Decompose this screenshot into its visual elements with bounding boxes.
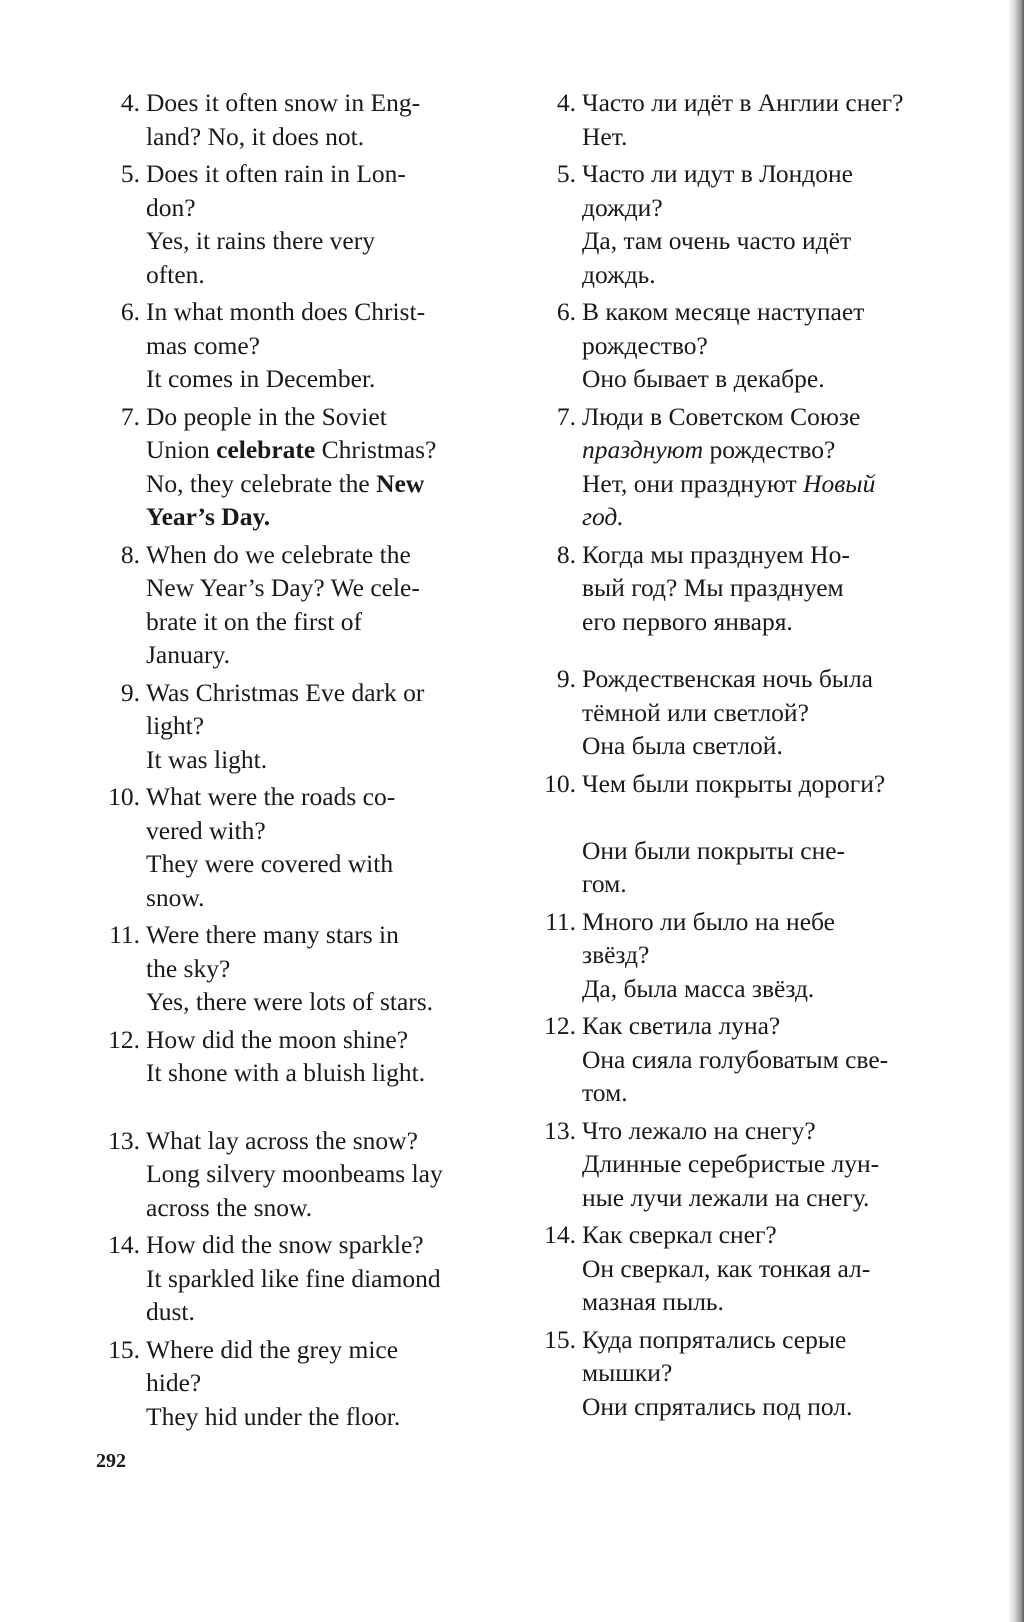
text-line: the sky? <box>146 953 231 983</box>
question-item <box>96 676 484 777</box>
text-line: Long silvery moonbeams lay <box>146 1159 443 1188</box>
text-line: January. <box>146 640 231 669</box>
item-text <box>582 1009 932 1110</box>
item-number: 14. <box>544 1220 576 1249</box>
text-line <box>146 400 484 434</box>
bold-term: Year’s Day. <box>146 502 271 531</box>
text-line: across the snow. <box>146 1192 313 1222</box>
text-line: гом. <box>582 869 627 898</box>
item-number: 9. <box>556 664 576 693</box>
item-number: 4. <box>556 88 576 117</box>
text-line: вый год? Мы празднуем <box>582 573 844 602</box>
text-line <box>582 467 932 501</box>
text-line: It was light. <box>146 744 268 774</box>
item-text <box>582 538 932 639</box>
text-line: Оно бывает в декабре. <box>582 364 825 393</box>
question-item <box>96 1124 484 1225</box>
text-line: В каком месяце наступает <box>582 297 865 326</box>
text-line: Как светила луна? <box>582 1011 781 1040</box>
text-line: звёзд? <box>582 940 650 969</box>
item-text <box>146 1333 484 1434</box>
text-line: What lay across the snow? <box>146 1125 418 1155</box>
text-line: Она сияла голубоватым све- <box>582 1044 889 1074</box>
text-line: brate it on the first of <box>146 606 362 636</box>
question-item <box>96 400 484 534</box>
text-line: Чем были покрыты дороги? <box>582 768 886 798</box>
russian-column <box>536 86 932 1427</box>
page-edge-shadow <box>1008 0 1024 1622</box>
italic-term: Новый <box>803 468 876 498</box>
text-line: Он сверкал, как тонкая ал- <box>582 1253 871 1283</box>
text-line: ные лучи лежали на снегу. <box>582 1182 870 1212</box>
text-line <box>146 467 484 501</box>
item-text <box>146 1124 484 1225</box>
question-item <box>536 295 932 396</box>
item-text <box>582 1114 932 1215</box>
text-line: Много ли было на небе <box>582 906 835 936</box>
item-number: 15. <box>108 1334 140 1364</box>
text-line: Does it often snow in Eng- <box>146 88 421 117</box>
question-item <box>96 918 484 1019</box>
text-line: What were the roads co- <box>146 782 396 811</box>
text-line: тёмной или светлой? <box>582 697 809 727</box>
item-number: 15. <box>544 1324 576 1354</box>
item-text <box>582 86 932 153</box>
text-line: Yes, it rains there very <box>146 226 375 255</box>
text-line: Часто ли идёт в Англии снег? <box>582 88 904 117</box>
english-column <box>96 86 484 1437</box>
text-line: Когда мы празднуем Но- <box>582 539 850 569</box>
item-text <box>146 400 484 534</box>
question-item <box>536 86 932 153</box>
text-line <box>146 433 484 467</box>
text-line: его первого января. <box>582 606 793 636</box>
item-number: 11. <box>109 920 140 949</box>
text-line <box>146 500 484 534</box>
question-item <box>536 905 932 1006</box>
text-line: It comes in December. <box>146 364 376 393</box>
item-text <box>146 780 484 914</box>
text-line: Were there many stars in <box>146 920 399 949</box>
text-line <box>582 433 932 467</box>
text-line <box>582 400 932 434</box>
question-item <box>536 1009 932 1110</box>
text-line: snow. <box>146 882 205 912</box>
text-line: land? No, it does not. <box>146 121 365 151</box>
text-line: They hid under the floor. <box>146 1401 401 1431</box>
text-line <box>582 500 932 534</box>
text-line: How did the moon shine? <box>146 1024 409 1054</box>
text-line: It sparkled like fine diamond <box>146 1263 441 1293</box>
text-fragment: Christmas? <box>315 435 437 464</box>
text-line: мазная пыль. <box>582 1287 724 1316</box>
item-number: 10. <box>108 782 140 811</box>
text-fragment: рождество? <box>703 435 836 464</box>
item-number: 14. <box>108 1230 140 1259</box>
question-item <box>96 1333 484 1434</box>
bold-term: New <box>376 468 425 498</box>
item-text <box>146 157 484 291</box>
text-fragment: Люди в Советском Союзе <box>582 401 861 431</box>
text-line: Она была светлой. <box>582 731 783 760</box>
item-text <box>582 905 932 1006</box>
item-number: 9. <box>120 677 140 707</box>
item-number: 10. <box>544 768 576 798</box>
text-line: mas come? <box>146 330 260 360</box>
item-number: 13. <box>108 1125 140 1155</box>
item-number: 5. <box>556 159 576 188</box>
text-line: often. <box>146 259 205 289</box>
italic-term: празднуют <box>582 435 704 464</box>
item-number: 13. <box>544 1115 576 1145</box>
bold-term: celebrate <box>216 435 316 464</box>
text-line: don? <box>146 192 196 222</box>
question-item <box>536 767 932 901</box>
question-item <box>536 157 932 291</box>
question-item <box>96 538 484 672</box>
item-number: 12. <box>108 1024 140 1054</box>
text-line: How did the snow sparkle? <box>146 1230 424 1259</box>
text-line: Рождественская ночь была <box>582 664 873 693</box>
question-item <box>96 295 484 396</box>
item-text <box>582 767 932 901</box>
text-line: New Year’s Day? We cele- <box>146 573 420 602</box>
text-line: Длинные серебристые лун- <box>582 1149 880 1178</box>
item-number: 6. <box>556 297 576 326</box>
text-fragment: Do people in the Soviet <box>146 401 387 431</box>
text-line: Они спрятались под пол. <box>582 1391 853 1421</box>
question-item <box>96 157 484 291</box>
item-number: 7. <box>120 401 140 431</box>
text-line: dust. <box>146 1297 195 1326</box>
item-text <box>146 1023 484 1090</box>
text-line: In what month does Christ- <box>146 297 426 326</box>
item-number: 8. <box>556 539 576 569</box>
item-text <box>146 295 484 396</box>
text-line: Does it often rain in Lon- <box>146 159 406 188</box>
page-number: 292 <box>96 1450 126 1472</box>
question-item <box>96 1228 484 1329</box>
item-text <box>582 662 932 763</box>
item-number: 12. <box>544 1011 576 1040</box>
text-line: When do we celebrate the <box>146 539 411 569</box>
text-line: рождество? <box>582 330 708 360</box>
text-line: Они были покрыты сне- <box>582 835 846 865</box>
text-line: Yes, there were lots of stars. <box>146 987 434 1016</box>
text-line: Нет. <box>582 121 628 151</box>
item-number: 8. <box>120 539 140 569</box>
question-item <box>536 538 932 639</box>
text-fragment: No, they celebrate the <box>146 468 377 498</box>
text-line: Что лежало на снегу? <box>582 1115 816 1145</box>
item-number: 5. <box>120 159 140 188</box>
item-number: 11. <box>545 906 576 936</box>
item-text <box>582 295 932 396</box>
item-text <box>146 538 484 672</box>
text-fragment: Нет, они празднуют <box>582 468 804 498</box>
question-item <box>536 662 932 763</box>
text-line: vered with? <box>146 815 266 845</box>
item-number: 4. <box>120 88 140 117</box>
text-line: дождь. <box>582 259 656 289</box>
item-text <box>582 157 932 291</box>
text-line: дожди? <box>582 192 663 222</box>
item-number: 6. <box>120 297 140 326</box>
text-line: hide? <box>146 1368 202 1397</box>
item-text <box>582 400 932 534</box>
item-text <box>582 1218 932 1319</box>
question-item <box>536 400 932 534</box>
text-line: Как сверкал снег? <box>582 1220 777 1249</box>
question-item <box>536 1218 932 1319</box>
item-text <box>146 676 484 777</box>
text-line: Да, там очень часто идёт <box>582 226 852 255</box>
text-line: It shone with a bluish light. <box>146 1058 426 1087</box>
text-line: Куда попрятались серые <box>582 1324 847 1354</box>
text-line: мышки? <box>582 1358 673 1387</box>
item-text <box>146 1228 484 1329</box>
text-line: Часто ли идут в Лондоне <box>582 159 853 188</box>
question-item <box>96 780 484 914</box>
item-text <box>146 918 484 1019</box>
text-line: Where did the grey mice <box>146 1334 399 1364</box>
item-text <box>146 86 484 153</box>
question-item <box>536 1114 932 1215</box>
text-line: Да, была масса звёзд. <box>582 973 815 1003</box>
text-line: light? <box>146 711 205 740</box>
text-line: They were covered with <box>146 849 394 878</box>
text-fragment: Union <box>146 435 217 464</box>
question-item <box>536 1323 932 1424</box>
italic-term: год. <box>582 502 624 531</box>
question-item <box>96 1023 484 1090</box>
text-line: том. <box>582 1078 628 1107</box>
text-line: Was Christmas Eve dark or <box>146 677 425 707</box>
item-text <box>582 1323 932 1424</box>
text-line <box>582 800 932 834</box>
question-item <box>96 86 484 153</box>
item-number: 7. <box>556 401 576 431</box>
